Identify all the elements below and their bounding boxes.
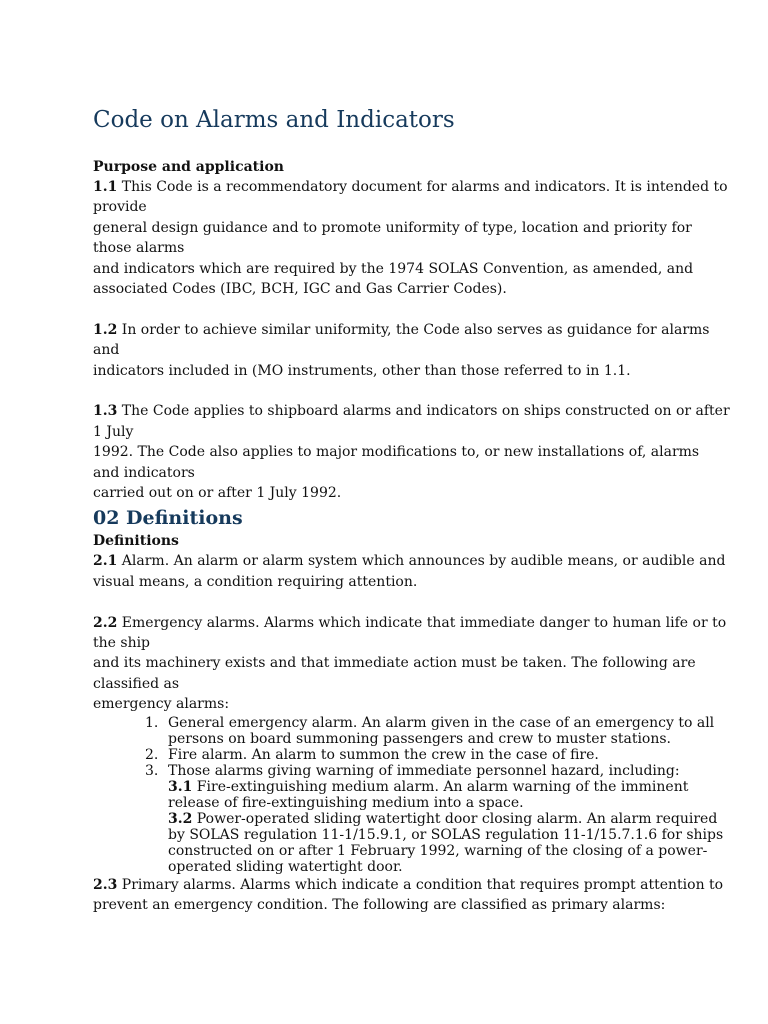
text-line: 1 July — [93, 423, 134, 440]
text-line: General emergency alarm. An alarm given in the case of an emergency to all — [168, 714, 715, 731]
text-line: 1.1 This Code is a recommendatory document for alarms and indicators. It is intended to — [93, 179, 728, 195]
paragraph-1-2 — [93, 320, 710, 381]
list-item — [93, 714, 715, 747]
text-line: provide — [93, 199, 147, 216]
text-line: the ship — [93, 635, 151, 652]
text-line: 1.3 The Code applies to shipboard alarms and indicators on ships constructed on or after — [93, 403, 730, 420]
list-item — [93, 747, 678, 763]
text-line: indicators included in (MO instruments, other than those referred to in 1.1. — [93, 362, 631, 379]
text-line: and indicators — [93, 464, 195, 481]
paragraph-2-2 — [93, 613, 727, 715]
text-line: carried out on or after 1 July 1992. — [93, 485, 342, 502]
text-line: Fire alarm. An alarm to summon the crew in the case of fire. — [168, 746, 599, 763]
text-line: associated Codes (IBC, BCH, IGC and Gas Carrier Codes). — [93, 281, 507, 298]
text-line: 1992. The Code also applies to major modifications to, or new installations of, alarms — [93, 444, 700, 461]
list-marker: 3. — [145, 762, 159, 779]
clause-number: 1.1 — [93, 179, 118, 195]
text-line: visual means, a condition requiring attention. — [93, 573, 418, 590]
text-line: 2.3 Primary alarms. Alarms which indicate a condition that requires prompt attention to — [93, 876, 724, 893]
text-line: 2.1 Alarm. An alarm or alarm system which announces by audible means, or audible and — [93, 553, 726, 570]
text-line: 2.2 Emergency alarms. Alarms which indicate that immediate danger to human life or to — [93, 614, 727, 631]
clause-number: 3.2 — [168, 810, 193, 827]
text-line: and indicators which are required by the 1974 SOLAS Convention, as amended, and — [93, 260, 694, 277]
text-line: by SOLAS regulation 11-1/15.9.1, or SOLAS regulation 11-1/15.7.1.6 for ships — [168, 826, 724, 843]
text-line: release of fire-extinguishing medium into a space. — [168, 794, 524, 811]
text-line: those alarms — [93, 240, 185, 257]
list-marker: 2. — [145, 746, 159, 763]
text-line: and its machinery exists and that immediate action must be taken. The following are — [93, 655, 696, 672]
text-line: persons on board summoning passengers and crew to muster stations. — [168, 730, 672, 747]
list-marker: 1. — [145, 714, 159, 731]
emergency-alarms-list — [93, 714, 724, 875]
definitions-section-heading: 02 Definitions — [93, 507, 243, 530]
text-line: classified as — [93, 675, 180, 692]
paragraph-1-1 — [93, 177, 728, 299]
text-line: operated sliding watertight door. — [168, 858, 403, 875]
document-title: Code on Alarms and Indicators — [93, 107, 455, 133]
text-line: prevent an emergency condition. The following are classified as primary alarms: — [93, 897, 666, 914]
definitions-subheading: Definitions — [93, 533, 179, 550]
paragraph-1-3 — [93, 401, 730, 503]
clause-number: 1.2 — [93, 321, 118, 338]
clause-number: 3.1 — [168, 778, 193, 795]
clause-number: 2.1 — [93, 553, 118, 570]
text-line: 3.1 Fire-extinguishing medium alarm. An alarm warning of the imminent — [168, 778, 689, 795]
text-line: and — [93, 342, 120, 359]
clause-number: 1.3 — [93, 403, 118, 420]
text-line: emergency alarms: — [93, 696, 230, 713]
list-item — [93, 762, 724, 875]
paragraph-2-3 — [93, 875, 724, 916]
clause-number: 2.2 — [93, 614, 118, 631]
text-line: general design guidance and to promote uniformity of type, location and priority for — [93, 219, 692, 236]
text-line: 1.2 In order to achieve similar uniformity, the Code also serves as guidance for alarms — [93, 321, 710, 338]
purpose-heading: Purpose and application — [93, 159, 284, 175]
paragraph-2-1 — [93, 551, 726, 592]
text-line: Those alarms giving warning of immediate personnel hazard, including: — [168, 762, 680, 779]
clause-number: 2.3 — [93, 876, 118, 893]
text-line: 3.2 Power-operated sliding watertight door closing alarm. An alarm required — [168, 810, 718, 827]
document-body — [93, 104, 730, 916]
text-line: constructed on or after 1 February 1992, warning of the closing of a power- — [168, 842, 708, 859]
